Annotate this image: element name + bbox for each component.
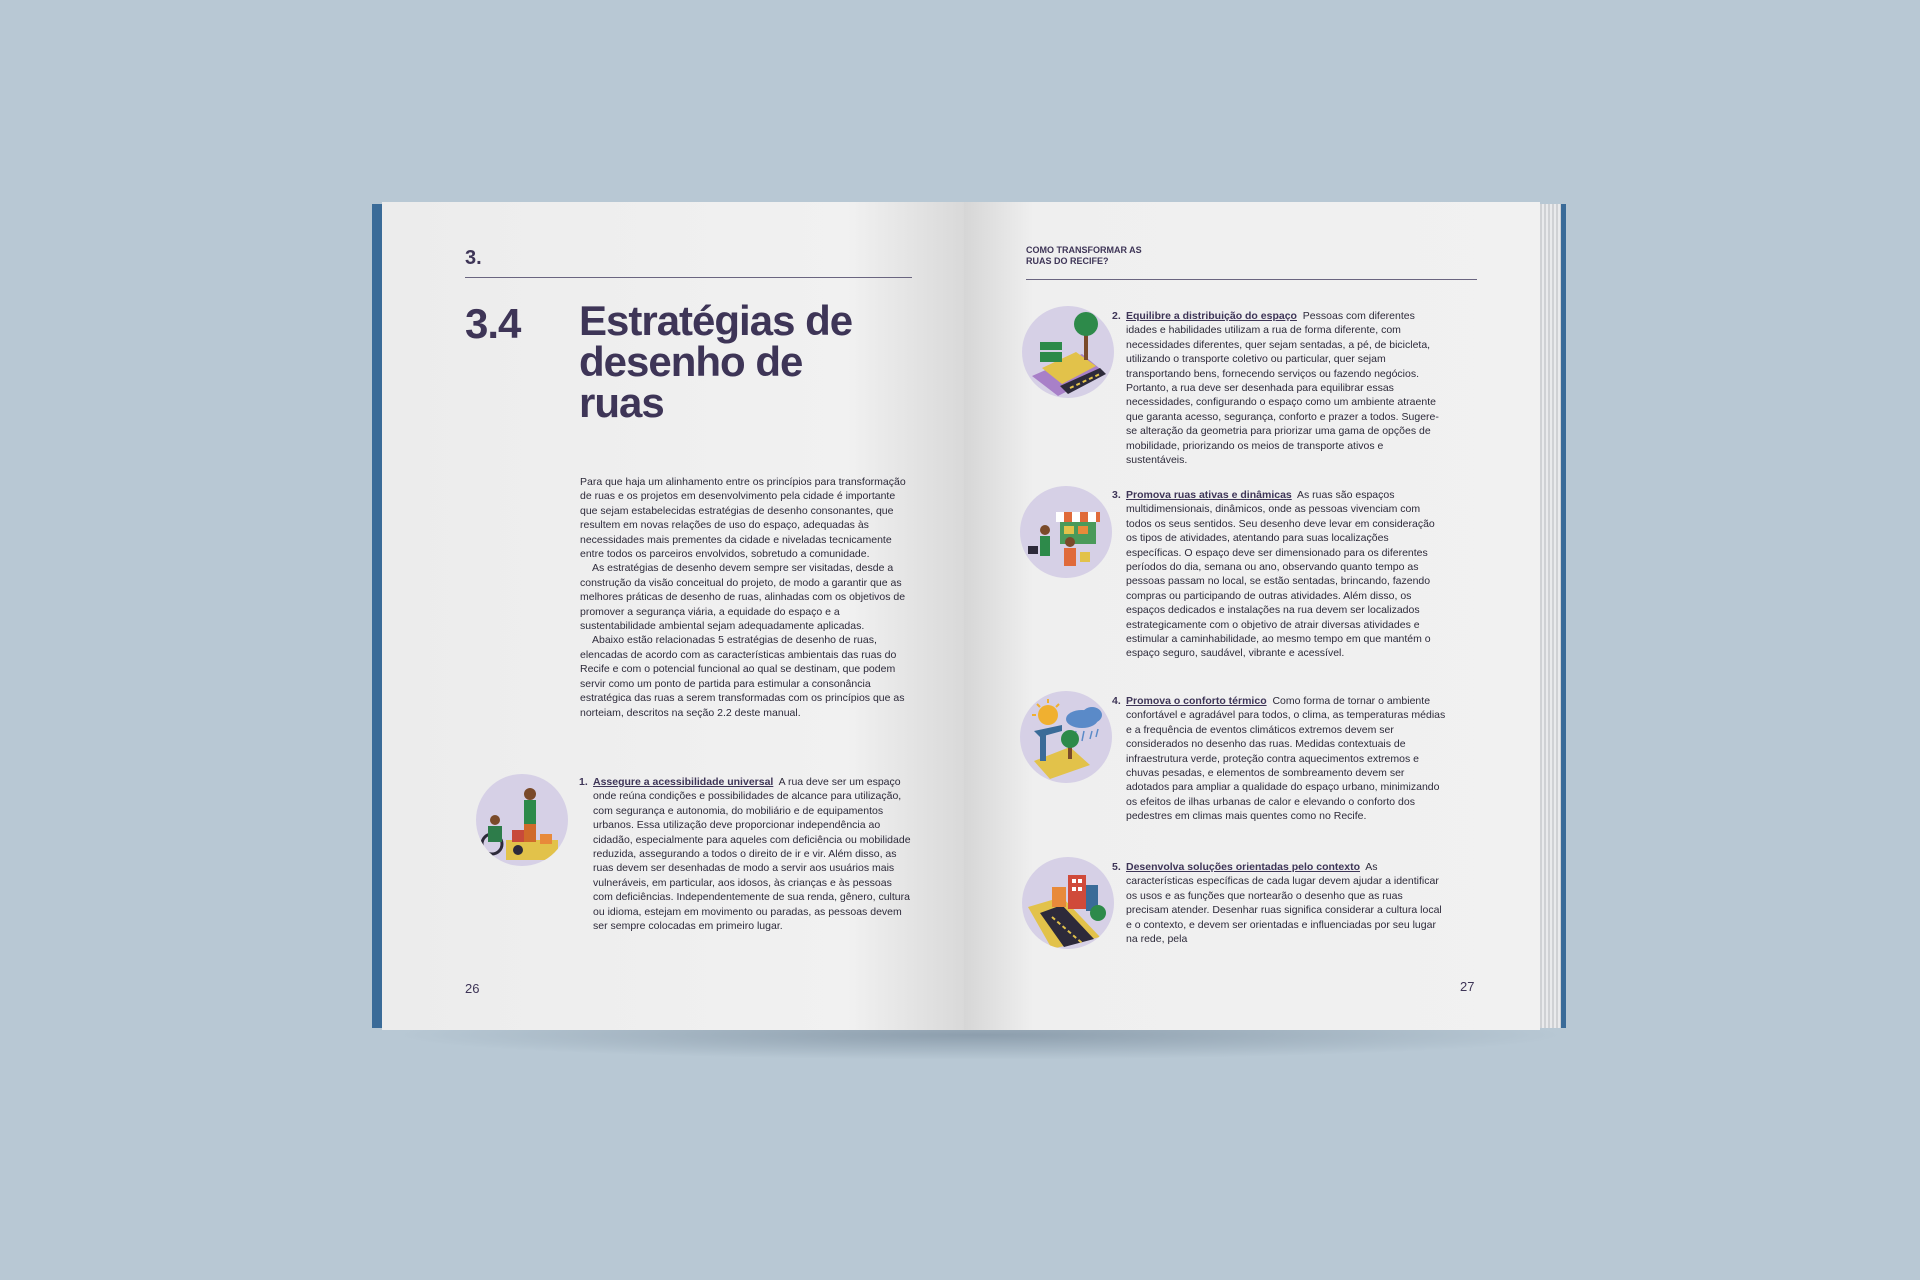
chapter-number: 3.: [465, 247, 482, 269]
item-heading: Promova o conforto térmico: [1126, 695, 1267, 707]
strategy-item-2: [1112, 309, 1446, 467]
section-title: Estratégias de desenho de ruas: [579, 297, 853, 426]
item-heading: Promova ruas ativas e dinâmicas: [1126, 489, 1292, 501]
strategy-item-4: [1112, 694, 1446, 824]
intro-paragraph: As estratégias de desenho devem sempre ser visitadas, desde a construção da visão conceitual do projeto, de modo a garantir que as melhores práticas de desenho de ruas, alinhadas com os objetivos de promover a segurança viária, a equidade do espaço e a sustentabilidade ambiental sejam adequadamente aplicadas.: [580, 562, 906, 633]
chapter-rule: [465, 277, 912, 278]
book-cover-edge: [372, 204, 382, 1028]
strategy-item-3: [1112, 488, 1446, 661]
item-text: Como forma de tornar o ambiente confortável e agradável para todos, o clima, as temperaturas médias e a frequência de eventos climáticos extremos devem ser considerados no desenho das ruas. Medidas contextuais de infraestrutura verde, proteção contra aquecimentos extremos e chuvas pesadas, e elementos de sombreamento devem ser adotados para ampliar a qualidade do espaço urbano, minimizando os efeitos de ilhas urbanas de calor e elevando o conforto dos pedestres em climas mais quentes como no Recife.: [1126, 695, 1446, 823]
item-heading: Assegure a acessibilidade universal: [593, 776, 774, 788]
header-rule: [1026, 279, 1477, 280]
strategy-item-1: [579, 775, 913, 933]
item-text: Pessoas com diferentes idades e habilidades utilizam a rua de forma diferente, com necessidades diferentes, quer sejam sentadas, a pé, de bicicleta, utilizando o transporte coletivo ou particular, quer sejam transportando bens, fornecendo serviços ou fazendo negócios. Portanto, a rua deve ser desenhada para equilibrar essas necessidades, configurando o espaço como um ambiente atraente que garanta acesso, segurança, conforto e prazer a todos. Sugere-se alteração da geometria para priorizar uma gama de opções de mobilidade, priorizando os meios de transporte ativos e sustentáveis.: [1126, 310, 1439, 467]
strategy-item-5: [1112, 860, 1446, 946]
left-page: [382, 202, 964, 1030]
sun-rain-illustration-icon: [1020, 691, 1112, 783]
intro-paragraph: Para que haja um alinhamento entre os princípios para transformação de ruas e os projetos em desenvolvimento pela cidade é importante que sejam estabelecidas estratégias de desenho consonantes, que resultem em novas relações de uso do espaço, adequadas às necessidades mais prementes da cidade e niveladas tecnicamente entre todos os parceiros envolvidos, sobretudo a comunidade.: [580, 476, 906, 561]
intro-paragraph: Abaixo estão relacionadas 5 estratégias de desenho de ruas, elencadas de acordo com as características ambientais das ruas do Recife e com o potencial funcional ao qual se destinam, que podem servir como um ponto de partida para estimular a consonância estratégica das ruas a serem transformadas com os princípios que as norteiam, descritos na seção 2.2 deste manual.: [580, 634, 905, 719]
city-context-illustration-icon: [1022, 857, 1114, 949]
intro-text: [580, 475, 914, 720]
item-text: As características específicas de cada lugar devem ajudar a identificar os usos e as funções que nortearão o desenho que as ruas precisam atender. Desenhar ruas significa considerar a cultura local e o contexto, e devem ser orientadas e influenciadas por seu lugar na rede, pela: [1126, 861, 1442, 946]
market-stall-illustration-icon: [1020, 486, 1112, 578]
right-page: [964, 202, 1540, 1030]
open-book: [372, 202, 1566, 1030]
item-number: 3.: [1112, 489, 1121, 501]
page-number-left: 26: [465, 981, 480, 996]
item-heading: Equilibre a distribuição do espaço: [1126, 310, 1297, 322]
item-number: 2.: [1112, 310, 1121, 322]
item-number: 4.: [1112, 695, 1121, 707]
section-number: 3.4: [465, 300, 521, 347]
item-text: As ruas são espaços multidimensionais, dinâmicos, onde as pessoas vivenciam com todos os seus sentidos. Seu desenho deve levar em consideração os tipos de atividades, atentando para suas localizações específicas. O espaço deve ser dimensionado para os diferentes períodos do dia, semana ou ano, observando quanto tempo as pessoas passam no local, se estão sentadas, brincando, fazendo compras ou participando de outras atividades. Além disso, os espaços dedicados e instalações na rua devem ser localizados estrategicamente com o objetivo de atrair diversas atividades e estimular a caminhabilidade, ao mesmo tempo em que mantém o espaço seguro, saudável, vibrante e acessível.: [1126, 489, 1435, 660]
accessibility-illustration-icon: [476, 774, 568, 866]
running-head: COMO TRANSFORMAR AS RUAS DO RECIFE?: [1026, 245, 1142, 266]
page-number-right: 27: [1460, 979, 1475, 994]
page-edges: [1540, 204, 1566, 1028]
item-text: A rua deve ser um espaço onde reúna condições e possibilidades de alcance para utilização, com segurança e autonomia, do mobiliário e de equipamentos urbanos. Essa utilização deve proporcionar independência ao cidadão, especialmente para aqueles com deficiência ou mobilidade reduzida, assegurando a todos o direito de ir e vir. Além disso, as ruas devem ser desenhadas de modo a servir aos usuários mais vulneráveis, em particular, aos idosos, às crianças e às pessoas com deficiências. Independentemente de sua renda, gênero, cultura ou idioma, estejam em movimento ou paradas, as pessoas devem ser sempre colocadas em primeiro lugar.: [593, 776, 911, 933]
item-number: 1.: [579, 776, 588, 788]
item-heading: Desenvolva soluções orientadas pelo contexto: [1126, 861, 1360, 873]
street-space-illustration-icon: [1022, 306, 1114, 398]
item-number: 5.: [1112, 861, 1121, 873]
